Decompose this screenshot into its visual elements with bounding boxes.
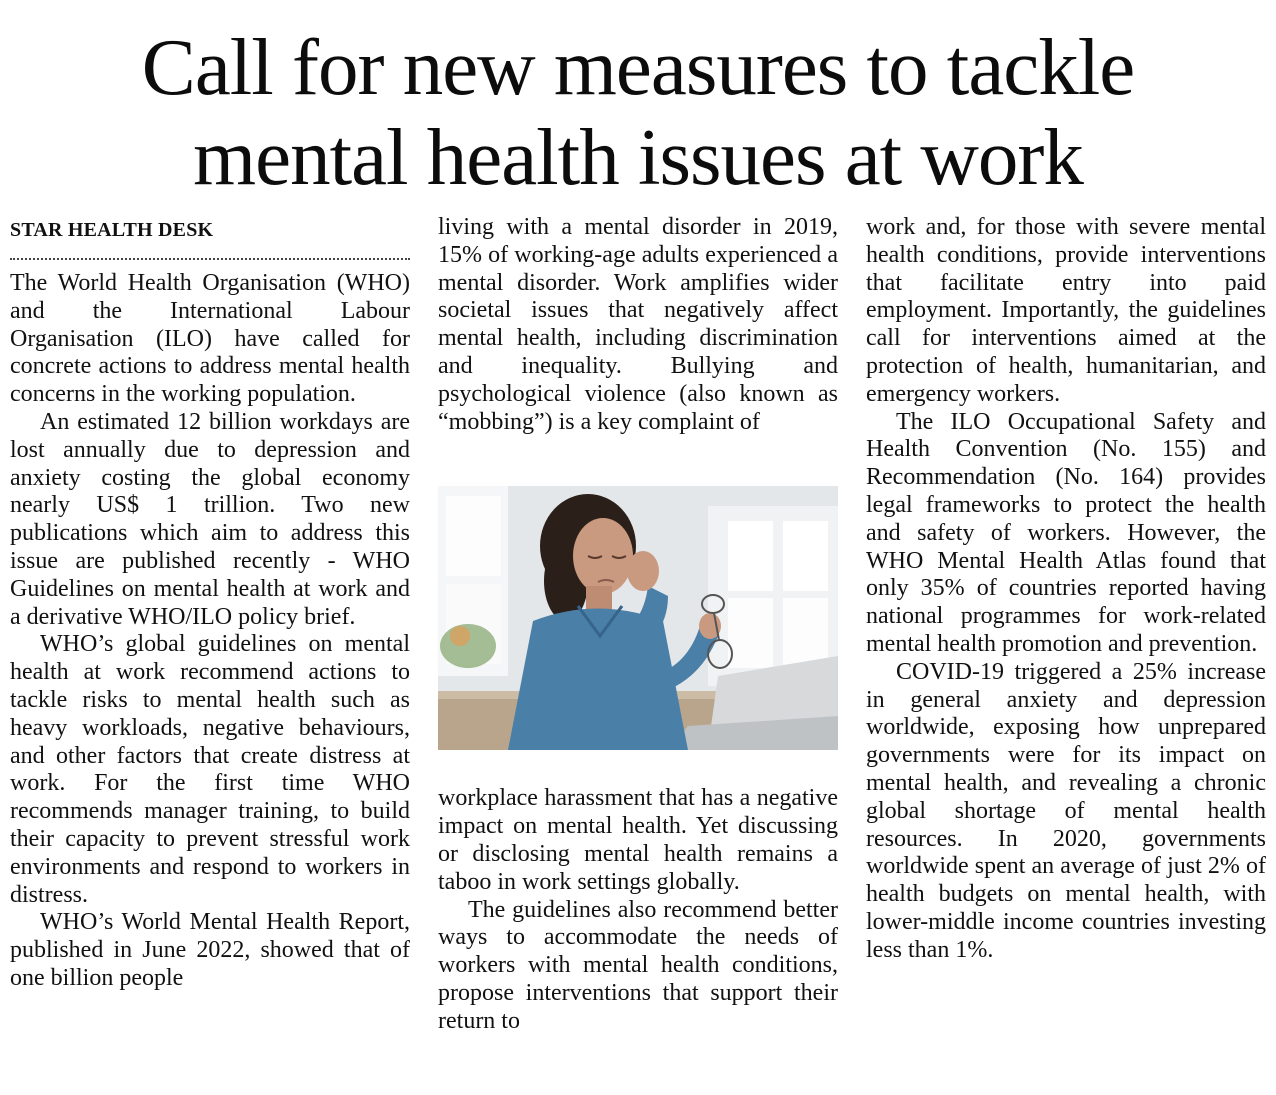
column-1 <box>10 214 410 993</box>
paragraph: COVID-19 triggered a 25% increase in general anxiety and depression worldwide, exposing how unprepared governments were for its impact on mental health, and revealing a chronic global shortage of mental health resources. In 2020, governments worldwide spent an average of just 2% of health budgets on mental health, with lower-middle income countries investing less than 1%. <box>866 658 1266 963</box>
paragraph: An estimated 12 billion workdays are lost annually due to depression and anxiety costing the global economy nearly US$ 1 trillion. Two new publications which aim to address this issue are published recently - WHO Guidelines on mental health at work and a derivative WHO/ILO policy brief. <box>10 408 410 630</box>
paragraph: living with a mental disorder in 2019, 15% of working-age adults experienced a mental disorder. Work amplifies wider societal issues that negatively affect mental health, including discrimination and inequality. Bullying and psychological violence (also known as “mobbing”) is a key complaint of <box>438 214 838 435</box>
paragraph: The guidelines also recommend better ways to accommodate the needs of workers with mental health conditions, propose interventions that support their return to <box>438 896 838 1034</box>
paragraph: WHO’s global guidelines on mental health at work recommend actions to tackle risks to mental health such as heavy workloads, negative behaviours, and other factors that create distress at work. For the first time WHO recommends manager training, to build their capacity to prevent stressful work environments and respond to workers in distress. <box>10 631 410 908</box>
column-2 <box>438 214 838 1036</box>
headline <box>0 22 1276 202</box>
paragraph: The World Health Organisation (WHO) and the International Labour Organisation (ILO) have called for concrete actions to address mental health concerns in the working population. <box>10 270 410 408</box>
paragraph: WHO’s World Mental Health Report, published in June 2022, showed that of one billion people <box>10 909 410 991</box>
stressed-woman-photo <box>438 486 838 750</box>
headline-line-1: Call for new measures to tackle <box>141 22 1135 112</box>
headline-line-2: mental health issues at work <box>193 112 1083 202</box>
column-3 <box>866 214 1266 965</box>
paragraph: workplace harassment that has a negative impact on mental health. Yet discussing or disclosing mental health remains a taboo in work settings globally. <box>438 785 838 895</box>
photo-illustration <box>438 486 838 750</box>
paragraph: work and, for those with severe mental health conditions, provide interventions that facilitate entry into paid employment. Importantly, the guidelines call for interventions aimed at the protection of health, humanitarian, and emergency workers. <box>866 214 1266 407</box>
byline: STAR HEALTH DESK <box>10 216 410 260</box>
paragraph: The ILO Occupational Safety and Health Convention (No. 155) and Recommendation (No. 164) provides legal frameworks to protect the health and safety of workers. However, the WHO Mental Health Atlas found that only 35% of countries reported having national programmes for work-related mental health promotion and prevention. <box>866 408 1266 657</box>
